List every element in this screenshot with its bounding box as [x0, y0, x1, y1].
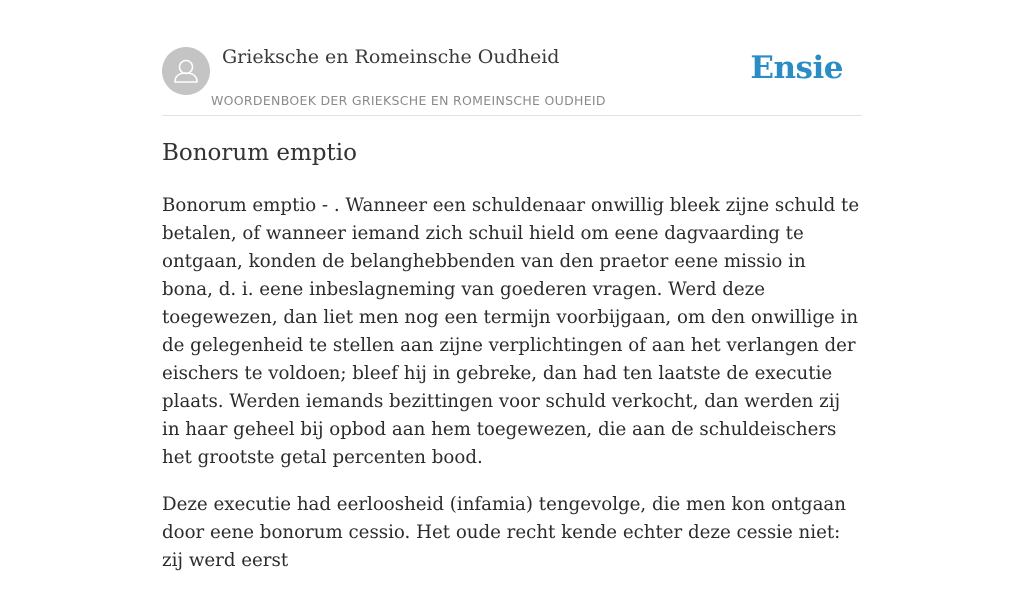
source-subtitle[interactable]: WOORDENBOEK DER GRIEKSCHE EN ROMEINSCHE OUDHEID: [211, 93, 606, 108]
entry-body: [162, 192, 862, 594]
entry-paragraph: Bonorum emptio - . Wanneer een schuldenaar onwillig bleek zijne schuld te betalen, of wanneer iemand zich schuil hield om eene dagvaarding te ontgaan, konden de belanghebbenden van den praetor eene missio in bona, d. i. eene inbeslagneming van goederen vragen. Werd deze toegewezen, dan liet men nog een termijn voorbijgaan, om den onwillige in de gelegenheid te stellen aan zijne verplichtingen of aan het verlangen der eischers te voldoen; bleef hij in gebreke, dan had ten laatste de executie plaats. Werden iemands bezittingen voor schuld verkocht, dan werden zij in haar geheel bij opbod aan hem toegewezen, die aan de schuldeischers het grootste getal percenten bood.: [162, 195, 860, 468]
entry-title: Bonorum emptio: [162, 140, 357, 166]
entry-paragraph: Deze executie had eerloosheid (infamia) tengevolge, die men kon ontgaan door eene bonorum cessio. Het oude recht kende echter deze cessie niet: zij werd eerst: [162, 494, 846, 571]
source-title[interactable]: Grieksche en Romeinsche Oudheid: [222, 46, 560, 68]
user-avatar-icon[interactable]: [162, 47, 210, 95]
header-divider: [162, 115, 862, 116]
brand-logo[interactable]: Ensie: [750, 50, 843, 86]
